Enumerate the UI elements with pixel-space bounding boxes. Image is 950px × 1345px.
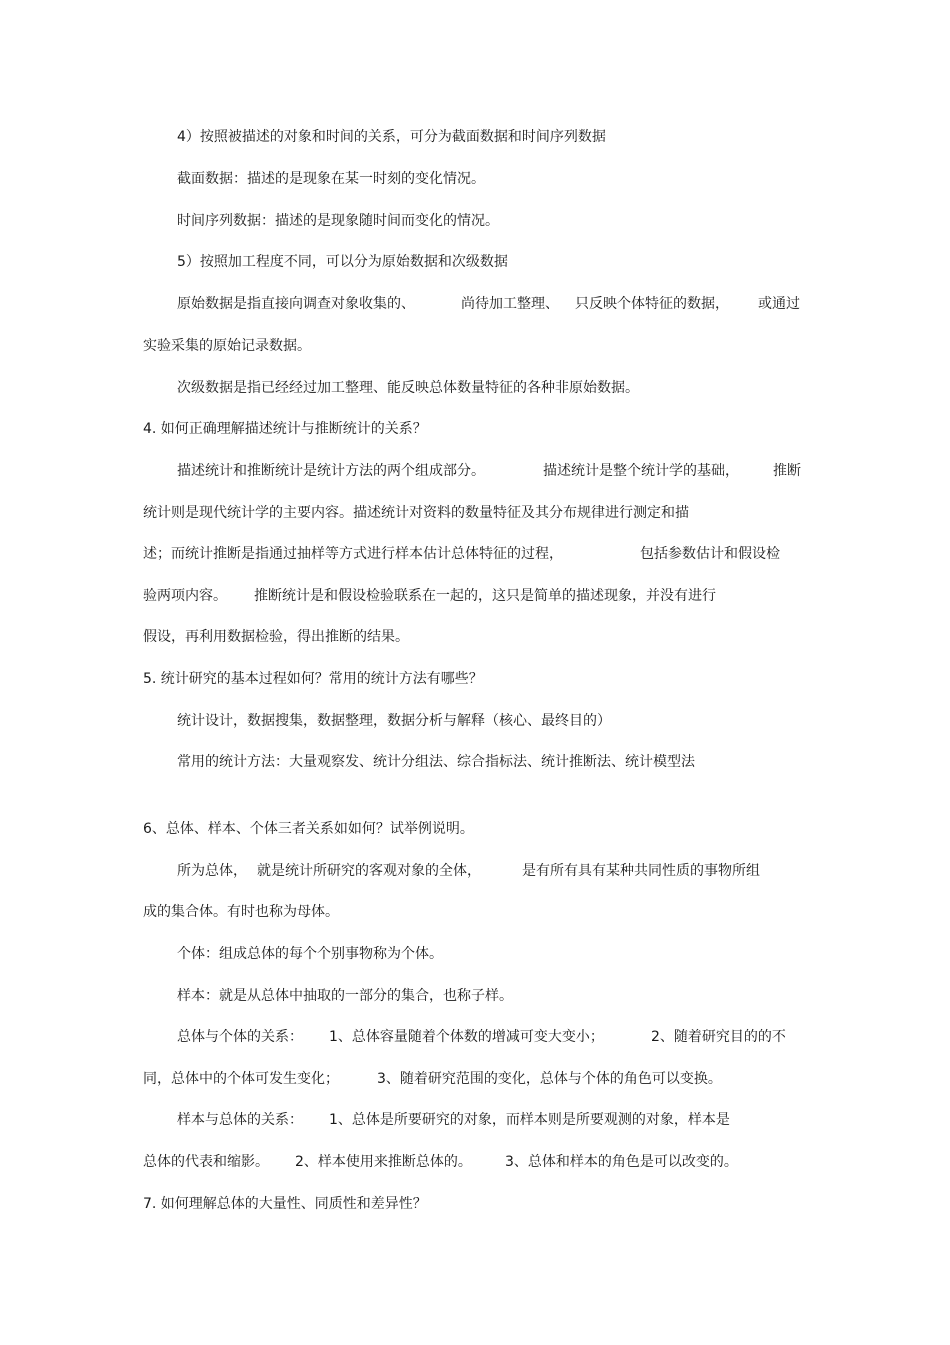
paragraph-q4-answer-line1 [0, 462, 950, 480]
text-segment: 所为总体， [177, 863, 247, 879]
paragraph-sample: 样本：就是从总体中抽取的一部分的集合，也称子样。 [177, 988, 513, 1004]
paragraph-q4-answer-line5: 假设，再利用数据检验，得出推断的结果。 [143, 629, 409, 645]
paragraph-population-line1 [0, 862, 950, 880]
text-segment: 只反映个体特征的数据， [575, 296, 729, 312]
text-segment: 验两项内容。 [143, 588, 227, 604]
text-segment: 总体的代表和缩影。 [143, 1154, 269, 1170]
paragraph-primary-data-line1 [0, 295, 950, 313]
paragraph-data-classification-4: 4）按照被描述的对象和时间的关系，可分为截面数据和时间序列数据 [177, 129, 606, 145]
text-segment: 就是统计所研究的客观对象的全体， [257, 863, 481, 879]
text-segment: 是有所有具有某种共同性质的事物所组 [522, 863, 760, 879]
paragraph-population-individual-line2 [0, 1070, 950, 1088]
paragraph-q4-answer-line3 [0, 545, 950, 563]
text-segment: 2、随着研究目的的不 [651, 1029, 786, 1045]
text-segment: 同，总体中的个体可发生变化； [143, 1071, 339, 1087]
paragraph-population-line2: 成的集合体。有时也称为母体。 [143, 904, 339, 920]
text-segment: 尚待加工整理、 [461, 296, 559, 312]
question-4-heading: 4. 如何正确理解描述统计与推断统计的关系？ [143, 421, 427, 437]
text-segment: 描述统计和推断统计是统计方法的两个组成部分。 [177, 463, 485, 479]
paragraph-time-series-data: 时间序列数据：描述的是现象随时间而变化的情况。 [177, 213, 499, 229]
paragraph-cross-section-data: 截面数据：描述的是现象在某一时刻的变化情况。 [177, 171, 485, 187]
text-segment: 2、样本使用来推断总体的。 [295, 1154, 472, 1170]
text-segment: 3、随着研究范围的变化，总体与个体的角色可以变换。 [377, 1071, 722, 1087]
text-segment: 样本与总体的关系： [177, 1112, 303, 1128]
text-segment: 推断统计是和假设检验联系在一起的，这只是简单的描述现象，并没有进行 [254, 588, 716, 604]
paragraph-primary-data-line2: 实验采集的原始记录数据。 [143, 338, 311, 354]
text-segment: 包括参数估计和假设检 [640, 546, 780, 562]
question-7-heading: 7. 如何理解总体的大量性、同质性和差异性？ [143, 1196, 427, 1212]
paragraph-population-individual-line1 [0, 1028, 950, 1046]
paragraph-q4-answer-line4 [0, 587, 950, 605]
paragraph-secondary-data: 次级数据是指已经经过加工整理、能反映总体数量特征的各种非原始数据。 [177, 380, 639, 396]
text-segment: 描述统计是整个统计学的基础， [543, 463, 739, 479]
paragraph-research-process: 统计设计，数据搜集，数据整理，数据分析与解释（核心、最终目的） [177, 713, 611, 729]
text-segment: 1、总体是所要研究的对象，而样本则是所要观测的对象，样本是 [329, 1112, 730, 1128]
text-segment: 或通过 [758, 296, 800, 312]
question-5-heading: 5. 统计研究的基本过程如何？常用的统计方法有哪些？ [143, 671, 483, 687]
text-segment: 1、总体容量随着个体数的增减可变大变小； [329, 1029, 604, 1045]
text-segment: 述；而统计推断是指通过抽样等方式进行样本估计总体特征的过程， [143, 546, 563, 562]
paragraph-sample-population-line1 [0, 1111, 950, 1129]
text-segment: 原始数据是指直接向调查对象收集的、 [177, 296, 415, 312]
paragraph-common-methods: 常用的统计方法：大量观察发、统计分组法、综合指标法、统计推断法、统计模型法 [177, 754, 695, 770]
text-segment: 推断 [773, 463, 801, 479]
paragraph-data-classification-5: 5）按照加工程度不同，可以分为原始数据和次级数据 [177, 254, 508, 270]
paragraph-q4-answer-line2: 统计则是现代统计学的主要内容。描述统计对资料的数量特征及其分布规律进行测定和描 [143, 505, 689, 521]
text-segment: 总体与个体的关系： [177, 1029, 303, 1045]
paragraph-individual: 个体：组成总体的每个个别事物称为个体。 [177, 946, 443, 962]
text-segment: 3、总体和样本的角色是可以改变的。 [505, 1154, 738, 1170]
paragraph-sample-population-line2 [0, 1153, 950, 1171]
question-6-heading: 6、总体、样本、个体三者关系如如何？试举例说明。 [143, 821, 474, 837]
